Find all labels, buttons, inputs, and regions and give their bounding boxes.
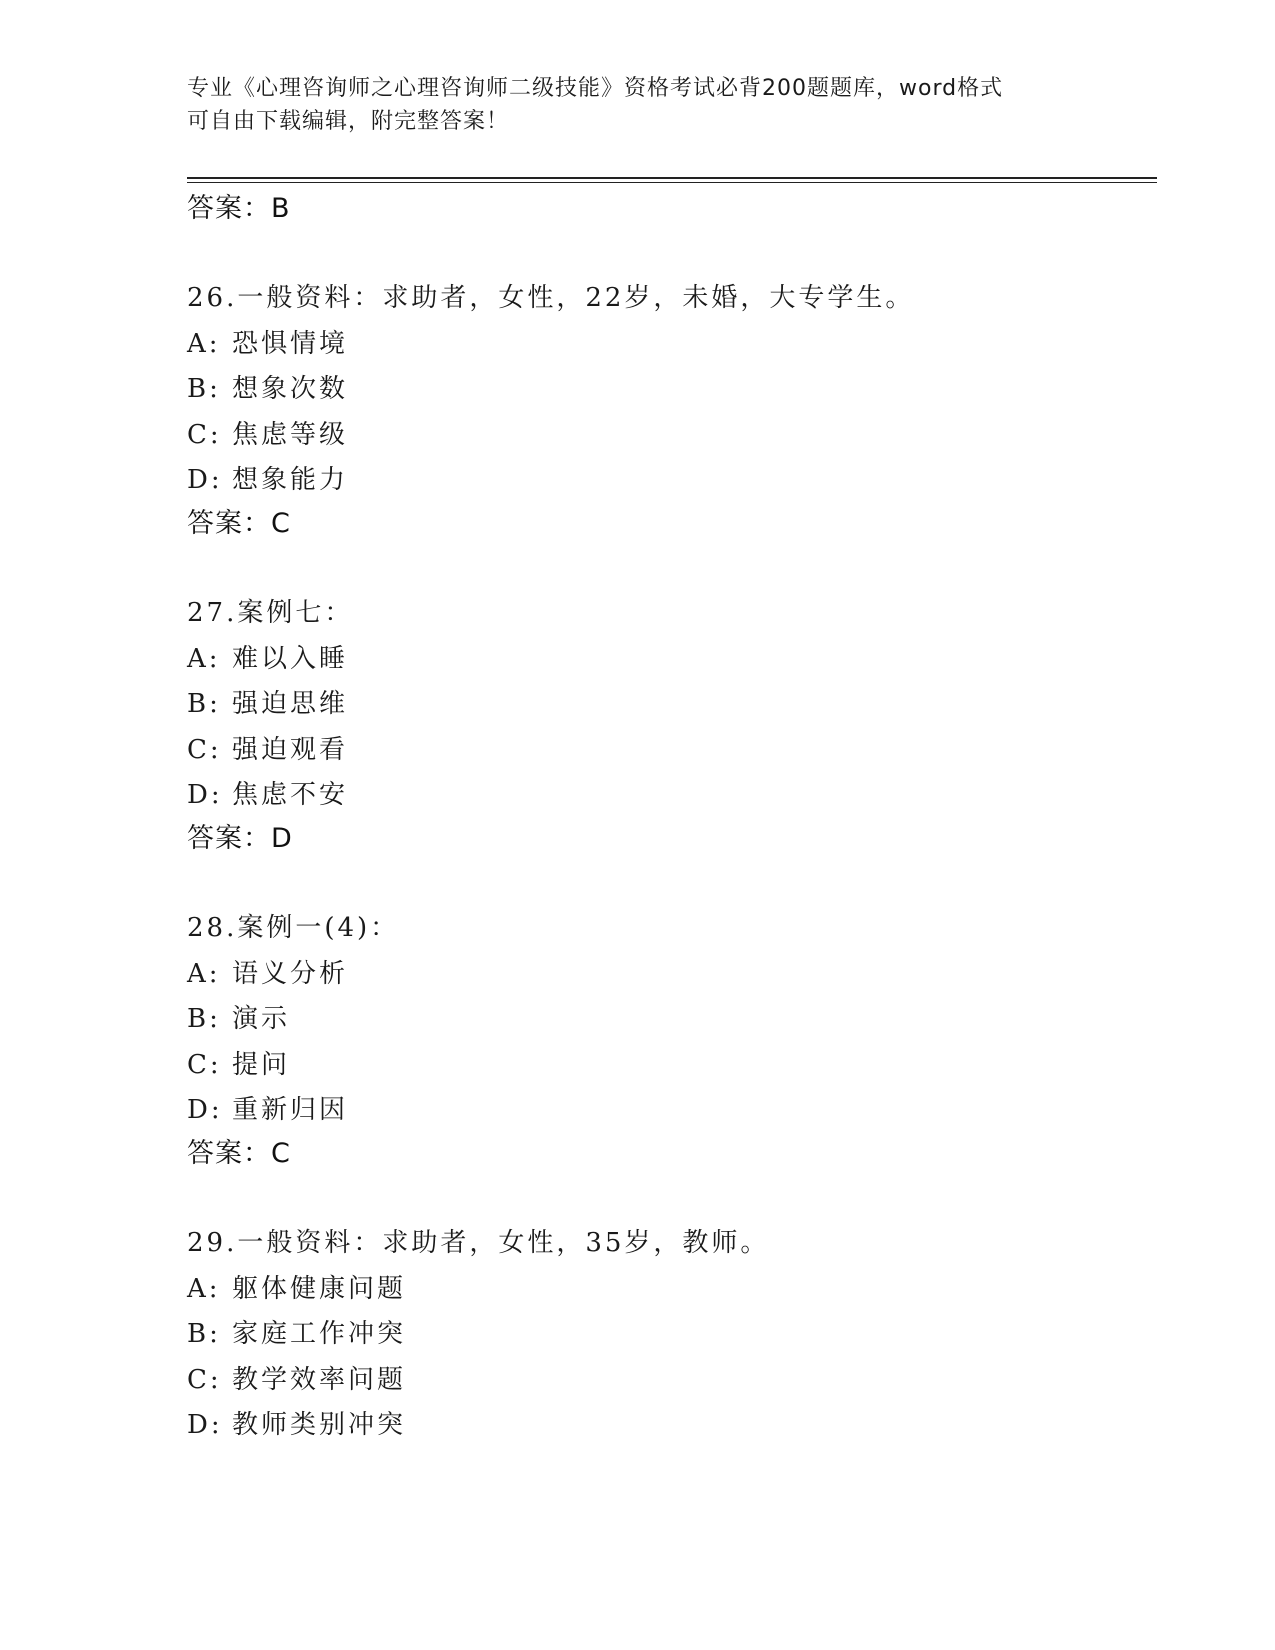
option-text: 难以入睡: [232, 643, 349, 674]
question-29: [187, 1226, 1147, 1442]
answer-q28: 答案：C: [187, 1138, 291, 1169]
option-a: [187, 327, 1147, 361]
answer-q27: 答案：D: [187, 823, 293, 854]
option-letter: D:: [187, 1095, 223, 1125]
answer-q26: 答案：C: [187, 508, 291, 539]
option-letter: B:: [187, 1004, 221, 1034]
header-divider-thin: [187, 182, 1157, 183]
option-a: [187, 642, 1147, 676]
option-b: [187, 1317, 1147, 1351]
option-letter: B:: [187, 374, 221, 404]
option-text: 教师类别冲突: [232, 1410, 407, 1440]
option-d: [187, 1093, 1147, 1127]
answer-q25: 答案：B: [187, 193, 291, 224]
option-text: 语义分析: [232, 958, 349, 989]
option-text: 演示: [232, 1004, 291, 1034]
option-c: [187, 418, 1147, 452]
question-title: 26.一般资料：求助者，女性，22岁，未婚，大专学生。: [187, 283, 915, 313]
option-text: 家庭工作冲突: [232, 1319, 407, 1349]
option-letter: D:: [187, 1410, 223, 1440]
question-27: [187, 596, 1147, 812]
option-text: 躯体健康问题: [232, 1273, 407, 1304]
option-text: 焦虑不安: [232, 780, 349, 810]
option-b: [187, 1002, 1147, 1036]
option-text: 想象能力: [232, 465, 349, 495]
option-d: [187, 1408, 1147, 1442]
header-divider-thick: [187, 177, 1157, 179]
option-letter: A:: [187, 328, 221, 359]
option-c: [187, 733, 1147, 767]
option-a: [187, 957, 1147, 991]
option-text: 强迫思维: [232, 689, 349, 719]
option-letter: A:: [187, 958, 221, 989]
option-d: [187, 463, 1147, 497]
option-letter: C:: [187, 1364, 222, 1395]
question-28: [187, 911, 1147, 1127]
option-letter: D:: [187, 780, 223, 810]
option-letter: B:: [187, 1319, 221, 1349]
question-26: [187, 281, 1147, 497]
option-b: [187, 372, 1147, 406]
option-letter: C:: [187, 1049, 222, 1080]
option-text: 焦虑等级: [232, 419, 349, 450]
option-a: [187, 1272, 1147, 1306]
header-line-1: 专业《心理咨询师之心理咨询师二级技能》资格考试必背200题题库，word格式: [187, 76, 1004, 101]
option-text: 教学效率问题: [232, 1364, 407, 1395]
option-b: [187, 687, 1147, 721]
option-d: [187, 778, 1147, 812]
option-letter: C:: [187, 734, 222, 765]
option-text: 恐惧情境: [232, 328, 349, 359]
document-page: [187, 0, 1157, 1650]
option-c: [187, 1363, 1147, 1397]
question-title: 28.案例一(4)：: [187, 913, 400, 943]
option-letter: A:: [187, 643, 221, 674]
question-title: 29.一般资料：求助者，女性，35岁，教师。: [187, 1228, 770, 1258]
option-text: 重新归因: [232, 1095, 349, 1125]
option-text: 想象次数: [232, 374, 349, 404]
header-line-2: 可自由下载编辑，附完整答案！: [187, 109, 510, 134]
option-text: 强迫观看: [232, 734, 349, 765]
document-header: [187, 72, 1087, 138]
option-text: 提问: [232, 1049, 291, 1080]
question-title: 27.案例七：: [187, 598, 354, 628]
option-letter: D:: [187, 465, 223, 495]
option-letter: B:: [187, 689, 221, 719]
option-c: [187, 1048, 1147, 1082]
option-letter: A:: [187, 1273, 221, 1304]
option-letter: C:: [187, 419, 222, 450]
